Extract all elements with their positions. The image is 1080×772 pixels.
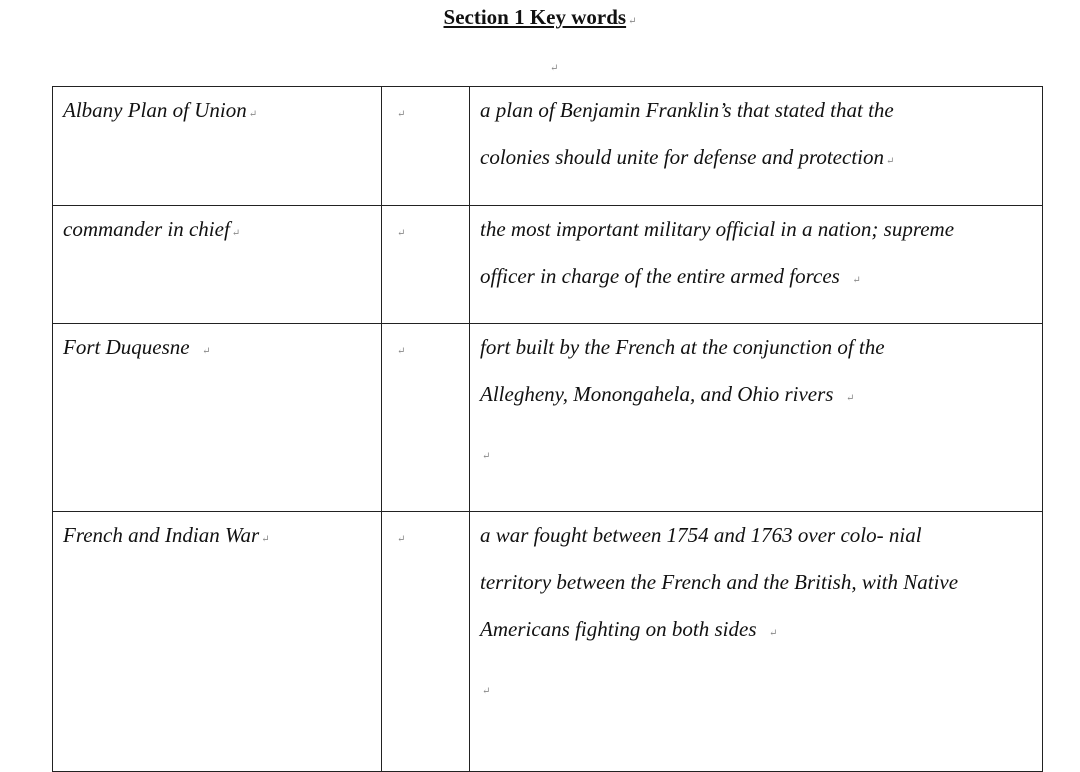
document-title [0, 5, 1080, 30]
paragraph-mark-icon: ↵ [886, 156, 895, 167]
term-cell[interactable] [53, 324, 382, 512]
term-text: commander in chief [63, 217, 230, 241]
term-text: Fort Duquesne [63, 335, 190, 359]
definition-line: fort built by the French at the conjunction of the [480, 335, 885, 359]
term-text: Albany Plan of Union [63, 98, 247, 122]
definition-cell[interactable] [470, 87, 1043, 206]
paragraph-mark-icon: ↵ [628, 16, 637, 27]
paragraph-mark-icon: ↵ [248, 109, 258, 120]
paragraph-mark-icon: ↵ [482, 686, 491, 697]
paragraph-mark-icon: ↵ [397, 534, 406, 545]
definition-line: the most important military official in a nation; supreme [480, 217, 955, 241]
table-row [53, 512, 1043, 772]
paragraph-mark-icon: ↵ [769, 628, 778, 639]
blank-cell[interactable] [382, 87, 470, 206]
table-row [53, 206, 1043, 324]
paragraph-mark-icon: ↵ [397, 346, 406, 357]
paragraph-mark-icon: ↵ [550, 63, 559, 74]
definition-line-text: Americans fighting on both sides [480, 617, 757, 641]
definition-line-text: colonies should unite for defense and protection [480, 145, 884, 169]
paragraph-mark-icon: ↵ [397, 109, 406, 120]
definition-line-text: Allegheny, Monongahela, and Ohio rivers [480, 382, 834, 406]
definition-cell[interactable] [470, 512, 1043, 772]
definition-line: a plan of Benjamin Franklin’s that stated that the [480, 98, 894, 122]
definition-cell[interactable] [470, 324, 1043, 512]
table-row [53, 324, 1043, 512]
definition-blank-line [480, 657, 1032, 704]
paragraph-mark-icon: ↵ [261, 534, 270, 545]
definition-cell[interactable] [470, 206, 1043, 324]
paragraph-mark-icon: ↵ [397, 228, 406, 239]
key-words-table [52, 86, 1043, 772]
blank-cell[interactable] [382, 324, 470, 512]
definition-line-text: officer in charge of the entire armed forces [480, 264, 840, 288]
definition-blank-line [480, 422, 1032, 469]
paragraph-mark-icon: ↵ [202, 346, 211, 357]
paragraph-mark-icon: ↵ [845, 393, 855, 404]
definition-line: a war fought between 1754 and 1763 over colo- nial [480, 523, 922, 547]
term-text: French and Indian War [63, 523, 260, 547]
definition-line-last [480, 606, 1032, 657]
blank-cell[interactable] [382, 512, 470, 772]
paragraph-mark-icon: ↵ [852, 275, 861, 286]
paragraph-mark-icon: ↵ [482, 451, 491, 462]
table-row [53, 87, 1043, 206]
definition-line-last [480, 253, 1032, 304]
paragraph-mark-icon: ↵ [231, 228, 241, 239]
term-cell[interactable] [53, 206, 382, 324]
blank-paragraph [548, 58, 558, 76]
definition-line-last [480, 134, 1032, 185]
blank-cell[interactable] [382, 206, 470, 324]
definition-line-last [480, 371, 1032, 422]
title-text: Section 1 Key words [443, 5, 627, 29]
term-cell[interactable] [53, 87, 382, 206]
definition-line: territory between the French and the British, with Native [480, 570, 959, 594]
term-cell[interactable] [53, 512, 382, 772]
